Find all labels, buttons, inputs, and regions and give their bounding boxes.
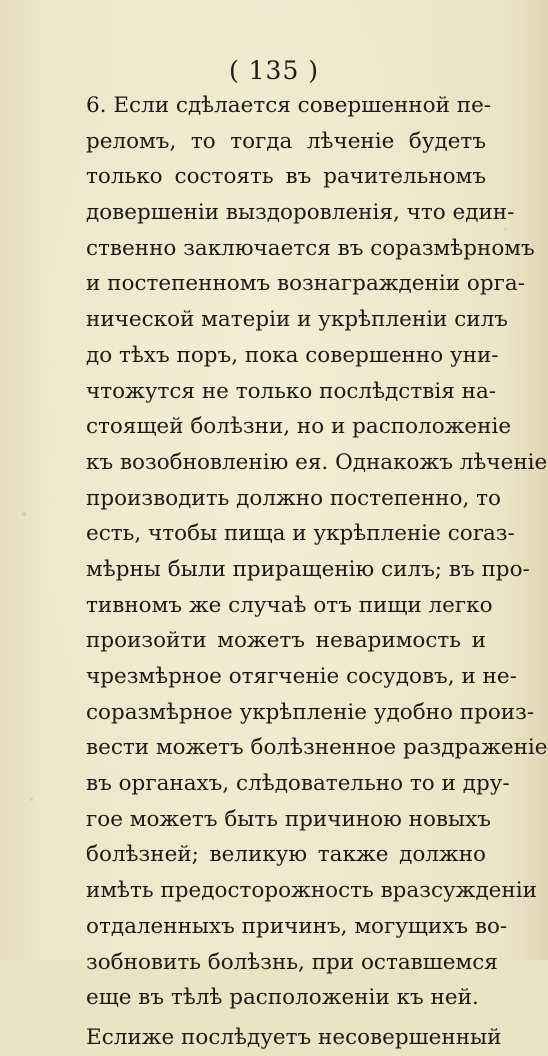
text-line: соразмѣрное укрѣпленіе удобно произ-: [86, 699, 535, 725]
text-line: до тѣхъ поръ, пока совершенно уни-: [86, 342, 499, 368]
text-line: чрезмѣрное отягченіе сосудовъ, и не-: [86, 664, 517, 689]
text-line: 6. Если сдѣлается совершенной пе-: [86, 93, 492, 118]
text-line: отдаленныхъ причинъ, могущихъ во-: [86, 913, 508, 939]
text-line: чтожутся не только послѣдствія на-: [86, 378, 497, 404]
text-line: стоящей болѣзни, но и расположеніе: [86, 414, 512, 440]
text-line: гое можетъ быть причиною новыхъ: [86, 806, 491, 832]
text-line: вести можетъ болѣзненное раздраженіе: [86, 735, 548, 761]
text-line: имѣть предосторожность вразсужденіи: [86, 878, 537, 904]
text-line: еще въ тѣлѣ расположеніи къ ней.: [86, 985, 479, 1011]
text-line: тивномъ же случаѣ отъ пищи легко: [86, 592, 493, 618]
paper-stain: [30, 798, 33, 801]
paper-stain: [22, 512, 26, 516]
text-line: нической матеріи и укрѣпленіи силъ: [86, 307, 508, 333]
text-line: болѣзней; великую также должно: [86, 842, 486, 868]
text-line: Еслиже послѣдуетъ несовершенный: [86, 1024, 502, 1050]
text-line: довершеніи выздоровленія, что един-: [86, 200, 515, 226]
body-text: [86, 88, 548, 1056]
text-line: ственно заключается въ соразмѣрномъ: [86, 235, 535, 261]
paragraph-2: [86, 1020, 502, 1056]
text-line: только состоять въ рачительномъ: [86, 164, 486, 190]
text-line: реломъ, то тогда лѣченіе будетъ: [86, 128, 486, 154]
paragraph-1: [86, 88, 548, 1016]
text-line: къ возобновленію ея. Однакожъ лѣченіе: [86, 449, 548, 475]
text-line: зобновить болѣзнь, при оставшемся: [86, 949, 498, 975]
text-line: мѣрны были приращенію силъ; въ про-: [86, 556, 530, 582]
paper-stain: [504, 228, 507, 231]
text-line: производить должно постепенно, то: [86, 485, 501, 511]
text-line: и постепенномъ вознагражденіи орга-: [86, 271, 525, 297]
text-line: произойти можетъ неваримость и: [86, 628, 486, 654]
text-line: есть, чтобы пища и укрѣпленіе соraз-: [86, 521, 515, 547]
page-number: ( 135 ): [228, 56, 320, 85]
text-line: въ органахъ, слѣдовательно то и дру-: [86, 771, 510, 797]
